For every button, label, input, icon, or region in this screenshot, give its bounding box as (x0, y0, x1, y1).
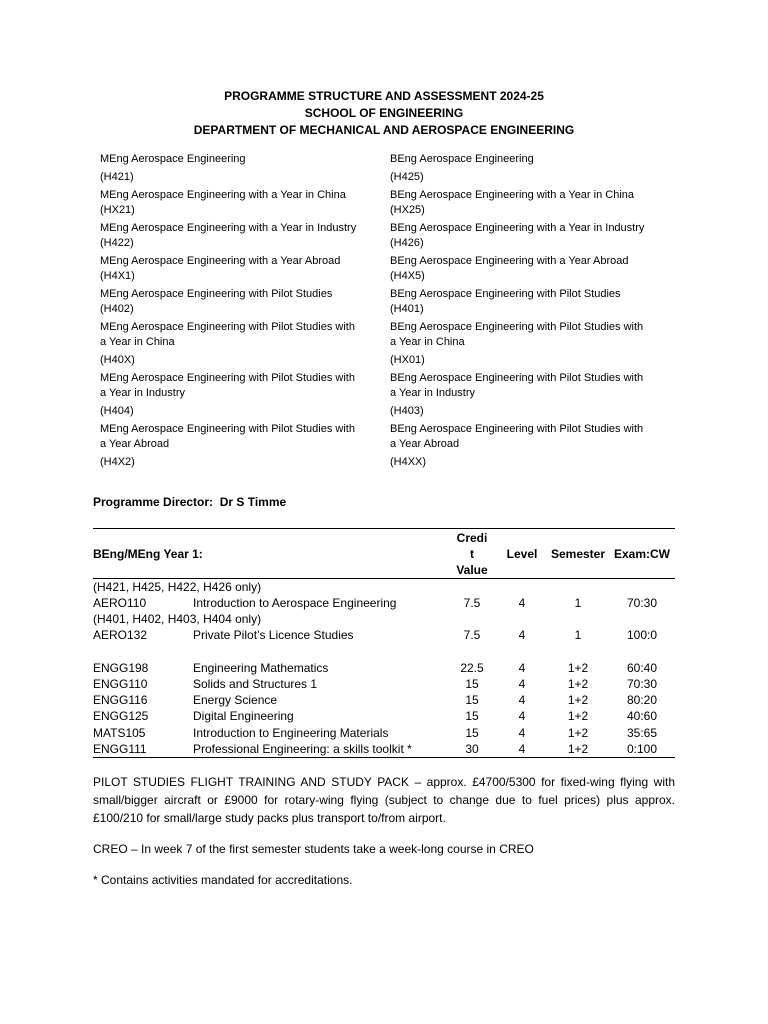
module-exam-ratio: 35:65 (626, 725, 658, 740)
module-exam-ratio: 0:100 (626, 742, 658, 757)
programme-beng: BEng Aerospace Engineering with Pilot Studies with a Year in China (390, 321, 644, 348)
table-spacer-row (93, 644, 675, 660)
table-row (93, 692, 675, 708)
document-header (0, 88, 768, 139)
creo-note: CREO – In week 7 of the first semester students take a week-long course in CREO (93, 842, 534, 856)
programme-meng: MEng Aerospace Engineering with Pilot Studies (H402) (100, 288, 333, 315)
module-semester: 1+2 (567, 742, 589, 757)
programme-meng: MEng Aerospace Engineering with Pilot Studies with a Year Abroad (100, 423, 355, 450)
programme-row (100, 287, 680, 317)
director-label: Programme Director: (93, 495, 214, 509)
director-name: Dr S Timme (219, 495, 287, 509)
programme-beng: BEng Aerospace Engineering with a Year Abroad (H4X5) (390, 255, 629, 282)
module-code: MATS105 (93, 725, 146, 740)
module-credit: 15 (465, 676, 479, 691)
module-semester: 1 (574, 596, 582, 610)
programme-row (100, 404, 680, 419)
table-row (93, 708, 675, 724)
programme-row (100, 170, 680, 185)
programme-row (100, 221, 680, 251)
module-title: Solids and Structures 1 (193, 676, 318, 691)
programme-meng: (H4X2) (100, 456, 135, 468)
header-credit: Credi t Value (456, 530, 488, 577)
module-level: 4 (518, 676, 526, 691)
table-row (93, 595, 675, 611)
programme-beng: BEng Aerospace Engineering with a Year in China (HX25) (390, 189, 635, 216)
programme-beng: (H403) (390, 405, 424, 417)
table-note-row (93, 579, 675, 595)
programme-row (100, 353, 680, 368)
module-semester: 1+2 (567, 693, 589, 708)
module-code: ENGG125 (93, 709, 149, 724)
programme-beng: BEng Aerospace Engineering with Pilot Studies with a Year in Industry (390, 372, 644, 399)
module-exam-ratio: 70:30 (626, 596, 658, 610)
programme-beng: (H4XX) (390, 456, 427, 468)
programme-row (100, 455, 680, 470)
module-table (93, 528, 675, 758)
table-row (93, 660, 675, 676)
module-credit: 15 (465, 709, 479, 724)
programme-beng: (H425) (390, 171, 424, 183)
programme-meng: (H421) (100, 171, 134, 183)
programme-row (100, 152, 680, 167)
table-body (93, 579, 675, 757)
programme-meng: MEng Aerospace Engineering with Pilot Studies with a Year in Industry (100, 372, 355, 399)
header-exam: Exam:CW (613, 546, 670, 561)
module-level: 4 (518, 660, 526, 675)
pilot-studies-note: PILOT STUDIES FLIGHT TRAINING AND STUDY PACK – approx. £4700/5300 for fixed-wing flying with small/bigger aircraft or £9000 for rotary-wing flying (subject to change due to fuel prices) plus approx. £100/210 for small/large study packs plus transport to/from airport. (93, 775, 675, 825)
header-year: BEng/MEng Year 1: (93, 546, 203, 561)
module-title: Private Pilot’s Licence Studies (193, 628, 354, 643)
notes-section (93, 773, 675, 902)
module-title: Energy Science (193, 693, 278, 708)
module-title: Professional Engineering: a skills toolkit * (193, 742, 412, 757)
table-row (93, 725, 675, 741)
module-exam-ratio: 100:0 (626, 628, 658, 643)
programme-row (100, 422, 680, 452)
module-title: Digital Engineering (193, 709, 294, 724)
module-code: ENGG111 (93, 742, 147, 757)
programme-beng: BEng Aerospace Engineering with Pilot Studies with a Year Abroad (390, 423, 644, 450)
programme-director (93, 495, 286, 509)
module-code: ENGG198 (93, 660, 149, 675)
module-credit: 7.5 (463, 628, 481, 643)
header-title: PROGRAMME STRUCTURE AND ASSESSMENT 2024-25 (224, 89, 544, 103)
programme-meng: MEng Aerospace Engineering with Pilot Studies with a Year in China (100, 321, 355, 348)
module-semester: 1+2 (567, 660, 589, 675)
table-row (93, 627, 675, 643)
module-exam-ratio: 80:20 (626, 693, 658, 708)
module-title: Introduction to Aerospace Engineering (193, 596, 397, 610)
header-department: DEPARTMENT OF MECHANICAL AND AEROSPACE ENGINEERING (193, 123, 575, 137)
module-title: Engineering Mathematics (193, 660, 329, 675)
programme-row (100, 371, 680, 401)
programme-row (100, 188, 680, 218)
module-semester: 1+2 (567, 725, 589, 740)
programme-beng: (HX01) (390, 354, 425, 366)
programme-meng: (H404) (100, 405, 134, 417)
accreditation-note: * Contains activities mandated for accreditations. (93, 873, 353, 887)
programme-meng: MEng Aerospace Engineering with a Year in China (HX21) (100, 189, 346, 216)
module-exam-ratio: 60:40 (626, 660, 658, 675)
module-level: 4 (518, 742, 526, 757)
programme-meng: MEng Aerospace Engineering with a Year Abroad (H4X1) (100, 255, 341, 282)
module-credit: 22.5 (460, 660, 484, 675)
module-title: Introduction to Engineering Materials (193, 725, 389, 740)
header-semester: Semester (550, 546, 606, 561)
module-exam-ratio: 40:60 (626, 709, 658, 724)
programme-meng: MEng Aerospace Engineering (100, 153, 246, 165)
programme-meng: MEng Aerospace Engineering with a Year in Industry (H422) (100, 222, 357, 249)
header-level: Level (506, 546, 538, 561)
module-code: ENGG116 (93, 693, 148, 708)
programme-row (100, 320, 680, 350)
programme-meng: (H40X) (100, 354, 135, 366)
module-code: ENGG110 (93, 676, 148, 691)
table-header (93, 529, 675, 579)
module-semester: 1+2 (567, 709, 589, 724)
module-credit: 15 (465, 693, 479, 708)
module-code: AERO110 (93, 596, 147, 610)
programme-beng: BEng Aerospace Engineering with a Year in Industry (H426) (390, 222, 645, 249)
module-credit: 30 (465, 742, 479, 757)
module-level: 4 (518, 725, 526, 740)
header-school: SCHOOL OF ENGINEERING (304, 106, 464, 120)
table-row (93, 676, 675, 692)
module-level: 4 (518, 628, 526, 643)
module-code: AERO132 (93, 628, 148, 643)
programme-restriction-note: (H421, H425, H422, H426 only) (93, 580, 262, 594)
module-level: 4 (518, 693, 526, 708)
module-credit: 15 (465, 725, 479, 740)
table-row (93, 741, 675, 757)
module-credit: 7.5 (463, 596, 481, 610)
module-level: 4 (518, 709, 526, 724)
programme-beng: BEng Aerospace Engineering with Pilot Studies (H401) (390, 288, 621, 315)
module-semester: 1 (574, 628, 582, 643)
programme-list (100, 152, 680, 470)
module-level: 4 (518, 596, 526, 610)
module-exam-ratio: 70:30 (626, 676, 658, 691)
table-note-row (93, 611, 675, 627)
programme-beng: BEng Aerospace Engineering (390, 153, 534, 165)
module-semester: 1+2 (567, 676, 589, 691)
programme-row (100, 254, 680, 284)
programme-restriction-note: (H401, H402, H403, H404 only) (93, 612, 262, 627)
